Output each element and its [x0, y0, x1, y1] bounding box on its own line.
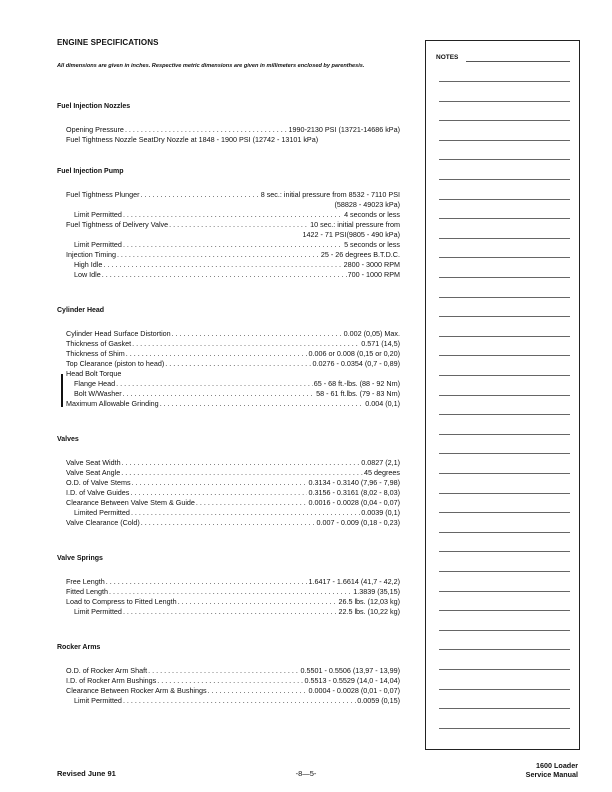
manual-title — [486, 761, 578, 779]
notes-rule — [439, 493, 570, 494]
notes-rule — [439, 101, 570, 102]
notes-rule — [439, 395, 570, 396]
spec-row: Fuel Tightness Plunger . . . 8 sec.: initial pressure from 8532 - 7110 PSI — [66, 190, 400, 200]
notes-rule — [439, 512, 570, 513]
notes-rule — [439, 689, 570, 690]
manual-title-line1: 1600 Loader — [536, 761, 578, 770]
notes-rule — [439, 179, 570, 180]
spec-row: Thickness of Shim . . . 0.006 or 0.008 (0,15 or 0,20) — [66, 349, 400, 359]
notes-rule — [439, 551, 570, 552]
notes-rule — [439, 120, 570, 121]
notes-rule — [439, 218, 570, 219]
notes-rule — [439, 453, 570, 454]
units-note: All dimensions are given in inches. Respective metric dimensions are given in millimeters enclosed by parenthesis. — [57, 63, 365, 69]
spec-row: Limit Permitted . . . 22.5 lbs. (10,22 kg) — [74, 607, 400, 617]
notes-rule — [439, 336, 570, 337]
notes-rule — [439, 414, 570, 415]
page-number: -8—5- — [295, 769, 317, 778]
spec-row: Head Bolt Torque — [66, 369, 122, 378]
change-bar — [61, 374, 63, 407]
notes-rule — [439, 277, 570, 278]
spec-row: Limit Permitted . . . 5 seconds or less — [74, 240, 400, 250]
notes-rule — [439, 375, 570, 376]
notes-rule — [439, 532, 570, 533]
notes-rule — [439, 708, 570, 709]
spec-row: Limit Permitted . . . 0.0059 (0,15) — [74, 696, 400, 706]
notes-rule — [439, 81, 570, 82]
spec-row: Fitted Length . . . 1.3839 (35,15) — [66, 587, 400, 597]
spec-row: Valve Clearance (Cold) . . . 0.007 - 0.009 (0,18 - 0,23) — [66, 518, 400, 528]
section-heading-rocker-arms: Rocker Arms — [57, 644, 101, 651]
spec-row: Maximum Allowable Grinding . . . 0.004 (0,1) — [66, 399, 400, 409]
notes-rule — [439, 669, 570, 670]
spec-row: Valve Seat Width . . . 0.0827 (2,1) — [66, 458, 400, 468]
spec-row: Free Length . . . 1.6417 - 1.6614 (41,7 - 42,2) — [66, 577, 400, 587]
spec-row: Top Clearance (piston to head) . . . 0.0276 - 0.0354 (0,7 - 0,89) — [66, 359, 400, 369]
spec-row: Clearance Between Valve Stem & Guide . . . 0.0016 - 0.0028 (0,04 - 0,07) — [66, 498, 400, 508]
spec-row: Cylinder Head Surface Distortion . . . 0.002 (0,05) Max. — [66, 329, 400, 339]
notes-label: NOTES — [436, 54, 459, 61]
notes-rule — [439, 434, 570, 435]
notes-rule — [439, 297, 570, 298]
notes-rule — [439, 257, 570, 258]
notes-rule — [439, 630, 570, 631]
page-title: ENGINE SPECIFICATIONS — [57, 38, 159, 47]
spec-row: Fuel Tightness of Delivery Valve . . . 10 sec.: initial pressure from — [66, 220, 400, 230]
notes-rule — [439, 159, 570, 160]
spec-row: Flange Head . . . 65 - 68 ft.-lbs. (88 - 92 Nm) — [74, 379, 400, 389]
notes-rule — [439, 238, 570, 239]
section-heading-valve-springs: Valve Springs — [57, 555, 103, 562]
spec-row: Valve Seat Angle . . . 45 degrees — [66, 468, 400, 478]
spec-row: Opening Pressure . . . 1990-2130 PSI (13721-14686 kPa) — [66, 125, 400, 135]
spec-row: Load to Compress to Fitted Length . . . 26.5 lbs. (12,03 kg) — [66, 597, 400, 607]
spec-row: O.D. of Valve Stems . . . 0.3134 - 0.3140 (7,96 - 7,98) — [66, 478, 400, 488]
revision-date: Revised June 91 — [57, 769, 116, 778]
spec-row-continuation: 1422 - 71 PSI(9805 - 490 kPa) — [302, 230, 400, 239]
section-heading-cylinder-head: Cylinder Head — [57, 307, 105, 314]
notes-rule — [439, 728, 570, 729]
manual-title-line2: Service Manual — [525, 770, 578, 779]
notes-rule — [439, 140, 570, 141]
spec-row: I.D. of Valve Guides . . . 0.3156 - 0.3161 (8,02 - 8,03) — [66, 488, 400, 498]
notes-rule — [439, 591, 570, 592]
spec-row: High Idle . . . 2800 - 3000 RPM — [74, 260, 400, 270]
notes-rule — [439, 316, 570, 317]
spec-row: Limit Permitted . . . 4 seconds or less — [74, 210, 400, 220]
spec-row: Thickness of Gasket . . . 0.571 (14,5) — [66, 339, 400, 349]
notes-rule — [439, 473, 570, 474]
notes-rule — [439, 355, 570, 356]
notes-rule — [466, 61, 570, 62]
notes-rule — [439, 199, 570, 200]
spec-row: O.D. of Rocker Arm Shaft . . . 0.5501 - 0.5506 (13,97 - 13,99) — [66, 666, 400, 676]
spec-row: Low Idle . . . 700 - 1000 RPM — [74, 270, 400, 280]
spec-row-continuation: (58828 - 49023 kPa) — [334, 200, 400, 209]
spec-row: Limited Permitted . . . 0.0039 (0,1) — [74, 508, 400, 518]
section-heading-nozzles: Fuel Injection Nozzles — [57, 103, 131, 110]
section-heading-valves: Valves — [57, 436, 79, 443]
spec-row: Bolt W/Washer . . . 58 - 61 ft.lbs. (79 - 83 Nm) — [74, 389, 400, 399]
section-heading-pump: Fuel Injection Pump — [57, 168, 124, 175]
notes-rule — [439, 649, 570, 650]
notes-rule — [439, 610, 570, 611]
spec-row: Injection Timing . . . 25 - 26 degrees B.T.D.C. — [66, 250, 400, 260]
spec-row: Fuel Tightness Nozzle SeatDry Nozzle at 1848 - 1900 PSI (12742 - 13101 kPa) — [66, 135, 319, 144]
spec-row: I.D. of Rocker Arm Bushings . . . 0.5513 - 0.5529 (14,0 - 14,04) — [66, 676, 400, 686]
notes-rule — [439, 571, 570, 572]
spec-row: Clearance Between Rocker Arm & Bushings . . . 0.0004 - 0.0028 (0,01 - 0,07) — [66, 686, 400, 696]
